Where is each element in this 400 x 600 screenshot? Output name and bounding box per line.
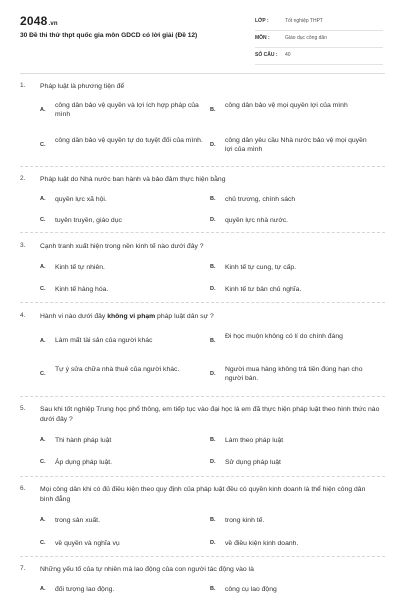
option-text: Áp dụng pháp luật. [55,459,113,466]
meta-row-class [255,14,383,31]
option-letter: C. [40,459,46,465]
option-a[interactable] [40,194,210,204]
option-letter: B. [210,107,216,113]
question-5 [20,405,385,473]
option-letter: B. [210,338,216,344]
option-text: về điều kiện kinh doanh. [225,540,299,547]
option-text: công dân yêu cầu Nhà nước bảo vệ mọi quyền lợi của mình [225,137,367,153]
option-text: tuyên truyền, giáo dục [55,217,122,224]
question-number: 2. [20,175,26,182]
option-text: về quyền và nghĩa vụ [55,540,120,547]
option-a[interactable] [40,100,210,120]
question-text: Cạnh tranh xuất hiện trong nền kinh tế nào dưới đây ? [40,243,204,250]
option-b[interactable] [210,331,380,351]
question-number: 1. [20,82,26,89]
option-letter: D. [210,286,216,292]
option-c[interactable] [40,135,210,155]
question-text: Những yếu tố của tự nhiên mà lao động của con người tác động vào là [40,566,254,573]
question-divider [20,166,385,167]
site-logo[interactable] [20,14,58,28]
question-text [40,312,380,322]
option-text: công dân bảo vệ mọi quyền lợi của mình [225,102,348,109]
option-c[interactable] [40,364,210,384]
option-a[interactable] [40,515,210,525]
option-letter: A. [40,338,46,344]
option-text: Làm theo pháp luật [225,437,284,444]
option-d[interactable] [210,284,380,294]
option-b[interactable] [210,194,380,204]
option-text: công dân bảo vệ quyền tự do tuyệt đối của mình. [55,137,203,144]
option-letter: B. [210,264,216,270]
option-b[interactable] [210,100,380,120]
option-letter: D. [210,459,216,465]
option-letter: C. [40,286,46,292]
option-letter: B. [210,586,216,592]
question-text: Mọi công dân khi có đủ điều kiện theo quy định của pháp luật đều có quyền kinh doanh là thể hiện công dân bình đẳng [40,486,366,503]
meta-value: Giáo dục công dân [285,35,327,41]
option-text: Người mua hàng không trả tiền đúng hạn cho người bán. [225,366,363,382]
question-7 [20,565,385,597]
option-b[interactable] [210,515,380,525]
document-meta [255,14,383,65]
option-d[interactable] [210,364,380,384]
option-d[interactable] [210,215,380,225]
option-text: Kinh tế tự nhiên. [55,264,105,271]
option-letter: C. [40,540,46,546]
option-letter: D. [210,540,216,546]
meta-label: SỐ CÂU : [255,52,278,58]
option-letter: A. [40,107,46,113]
option-d[interactable] [210,538,380,548]
option-b[interactable] [210,435,380,445]
question-text: Pháp luật là phương tiện để [40,83,125,90]
question-divider [20,556,385,557]
option-d[interactable] [210,457,380,467]
document-header [0,0,400,70]
question-text: Sau khi tốt nghiệp Trung học phổ thông, em tiếp tục vào đại học là em đã thực hiện pháp luật theo hình thức nào dưới đây ? [40,406,380,423]
question-divider [20,232,385,233]
option-text: đối tượng lao động. [55,586,115,593]
option-text: Làm mất tài sản của người khác [55,337,153,344]
option-letter: B. [210,517,216,523]
option-text: chủ trương, chính sách [225,196,296,203]
option-text: Tự ý sửa chữa nhà thuê của người khác. [55,366,180,373]
question-text-after: pháp luật dân sự ? [155,313,214,320]
option-letter: D. [210,371,216,377]
option-a[interactable] [40,331,210,351]
question-3 [20,242,385,300]
option-text: trong sản xuất. [55,517,100,524]
option-c[interactable] [40,284,210,294]
option-letter: A. [40,437,46,443]
option-text: Kinh tế tự cung, tự cấp. [225,264,297,271]
option-letter: A. [40,517,46,523]
option-a[interactable] [40,435,210,445]
question-divider [20,396,385,397]
option-c[interactable] [40,538,210,548]
option-a[interactable] [40,584,210,594]
option-c[interactable] [40,457,210,467]
question-divider [20,302,385,303]
question-divider [20,476,385,477]
option-letter: C. [40,142,46,148]
option-letter: B. [210,437,216,443]
meta-value: 40 [285,52,291,58]
meta-label: LỚP : [255,18,269,24]
option-letter: C. [40,217,46,223]
question-6 [20,485,385,553]
question-text-before: Hành vi nào dưới đây [40,313,108,320]
option-text: công dân bảo vệ quyền và lợi ích hợp pháp của mình [55,102,199,118]
question-1 [20,82,385,170]
option-letter: D. [210,142,216,148]
header-divider [20,73,385,74]
question-text: Pháp luật do Nhà nước ban hành và bảo đảm thực hiện bằng [40,176,226,183]
option-c[interactable] [40,215,210,225]
logo-suffix: .vn [48,21,58,27]
option-letter: D. [210,217,216,223]
option-b[interactable] [210,262,380,272]
question-number: 4. [20,312,26,319]
question-number: 7. [20,565,26,572]
option-b[interactable] [210,584,380,594]
option-text: quyền lực nhà nước. [225,217,289,224]
meta-row-count [255,48,383,65]
option-text: Sử dụng pháp luật [225,459,281,466]
option-text: quyền lực xã hội. [55,196,107,203]
question-number: 3. [20,242,26,249]
logo-text: 2048 [20,14,48,28]
option-text: Kinh tế hàng hóa. [55,286,109,293]
option-a[interactable] [40,262,210,272]
option-text: Đi học muộn không có lí do chính đáng [225,333,343,340]
question-4 [20,312,385,394]
meta-label: MÔN : [255,35,270,41]
option-d[interactable] [210,135,380,155]
option-letter: C. [40,371,46,377]
option-letter: A. [40,264,46,270]
question-number: 6. [20,485,26,492]
option-text: Kinh tế tư bản chủ nghĩa. [225,286,302,293]
question-2 [20,175,385,233]
question-number: 5. [20,405,26,412]
document-title: 30 Đề thi thử thpt quốc gia môn GDCD có lời giải (Đề 12) [20,32,198,39]
option-letter: A. [40,196,46,202]
option-text: công cụ lao động [225,586,277,593]
option-text: Thi hành pháp luật [55,437,112,444]
option-text: trong kinh tế. [225,517,265,524]
option-letter: A. [40,586,46,592]
question-text-emphasis: không vi phạm [107,313,156,320]
meta-row-subject [255,31,383,48]
option-letter: B. [210,196,216,202]
meta-value: Tốt nghiệp THPT [285,18,323,24]
